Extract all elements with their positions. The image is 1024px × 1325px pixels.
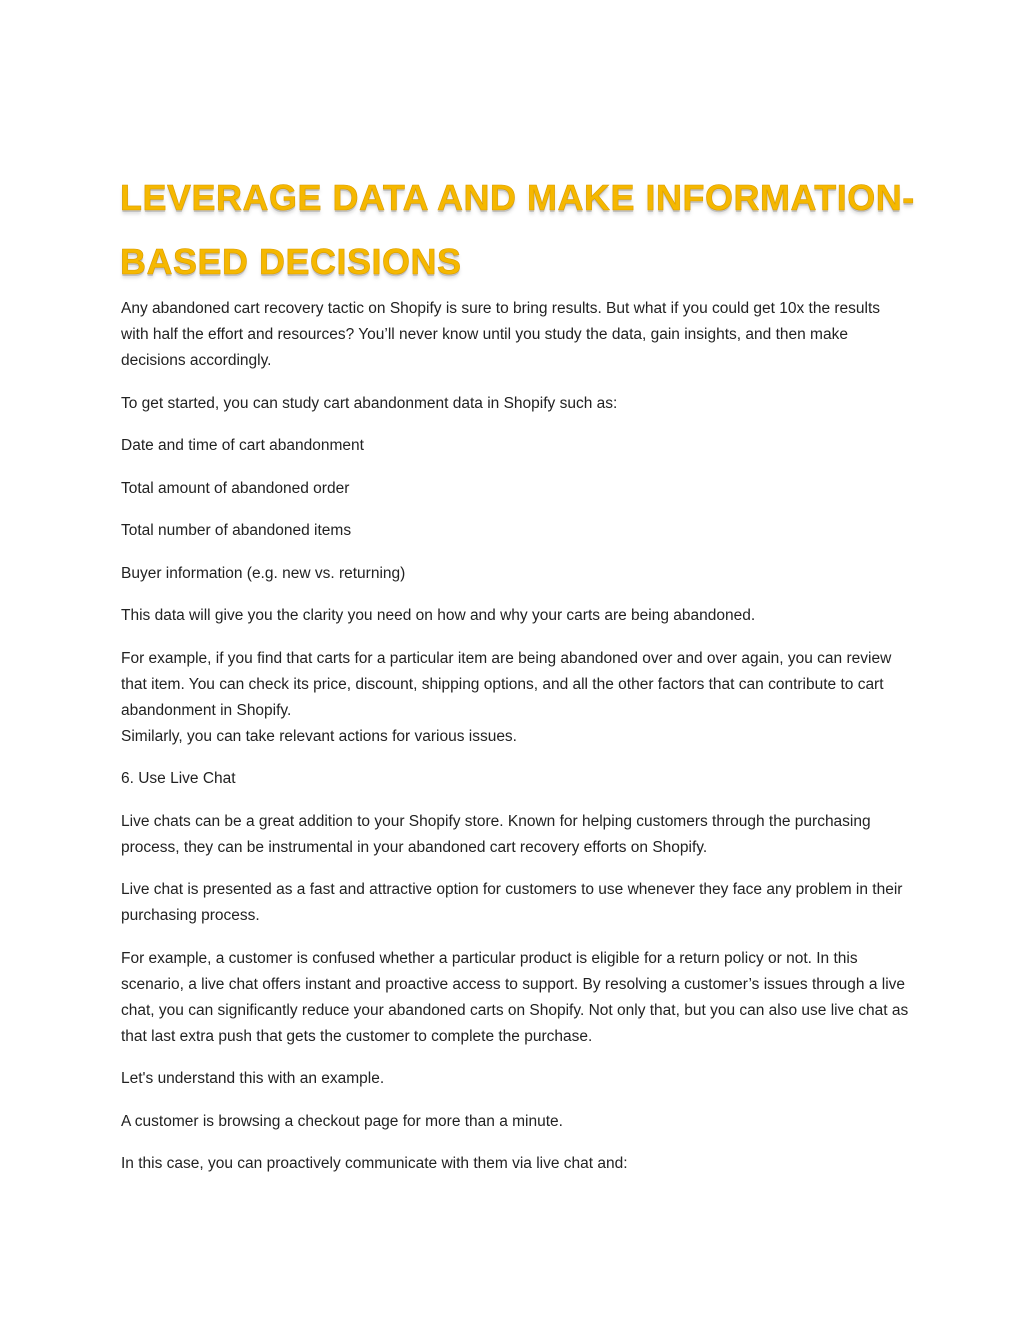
paragraph-clarity: This data will give you the clarity you need on how and why your carts are being abandoned. bbox=[121, 607, 756, 624]
paragraph-live-chat-intro: Live chats can be a great addition to your Shopify store. Known for helping customers through the purchasing process, they can be instrumental in your abandoned cart recovery efforts on Shopify. bbox=[121, 812, 871, 856]
paragraph-browsing: A customer is browsing a checkout page for more than a minute. bbox=[121, 1112, 563, 1130]
paragraph-live-chat-example: For example, a customer is confused whether a particular product is eligible for a return policy or not. In this scenario, a live chat offers instant and proactive access to support. By resolving a customer’s issues through a live chat, you can significantly reduce your abandoned carts on Shopify. Not only that, but you can also use live chat as that last extra push that gets the customer to complete the purchase. bbox=[121, 949, 909, 1045]
paragraph-intro: Any abandoned cart recovery tactic on Shopify is sure to bring results. But what if you could get 10x the results with half the effort and resources? You’ll never know until you study the data, gain insights, and then make decisions accordingly. bbox=[121, 300, 881, 369]
list-item: Buyer information (e.g. new vs. returning) bbox=[121, 564, 406, 582]
paragraph-example-items bbox=[121, 646, 911, 750]
document-body bbox=[121, 296, 911, 1194]
paragraph-in-this-case: In this case, you can proactively communicate with them via live chat and: bbox=[121, 1155, 628, 1172]
paragraph-get-started: To get started, you can study cart abandonment data in Shopify such as: bbox=[121, 394, 618, 412]
page-title: LEVERAGE DATA AND MAKE INFORMATION-BASED DECISIONS bbox=[120, 177, 915, 282]
list-item: Total number of abandoned items bbox=[121, 522, 352, 539]
list-item: Date and time of cart abandonment bbox=[121, 437, 364, 454]
section-heading-live-chat: 6. Use Live Chat bbox=[121, 770, 236, 787]
paragraph-understand: Let's understand this with an example. bbox=[121, 1070, 385, 1087]
paragraph-live-chat-option: Live chat is presented as a fast and attractive option for customers to use whenever they face any problem in their purchasing process. bbox=[121, 881, 903, 924]
example-items-text: For example, if you find that carts for a particular item are being abandoned over and over again, you can review that item. You can check its price, discount, shipping options, and all the other factors that can contribute to cart abandonment in Shopify. bbox=[121, 649, 892, 719]
similarly-text: Similarly, you can take relevant actions for various issues. bbox=[121, 727, 517, 745]
list-item: Total amount of abandoned order bbox=[121, 479, 350, 497]
